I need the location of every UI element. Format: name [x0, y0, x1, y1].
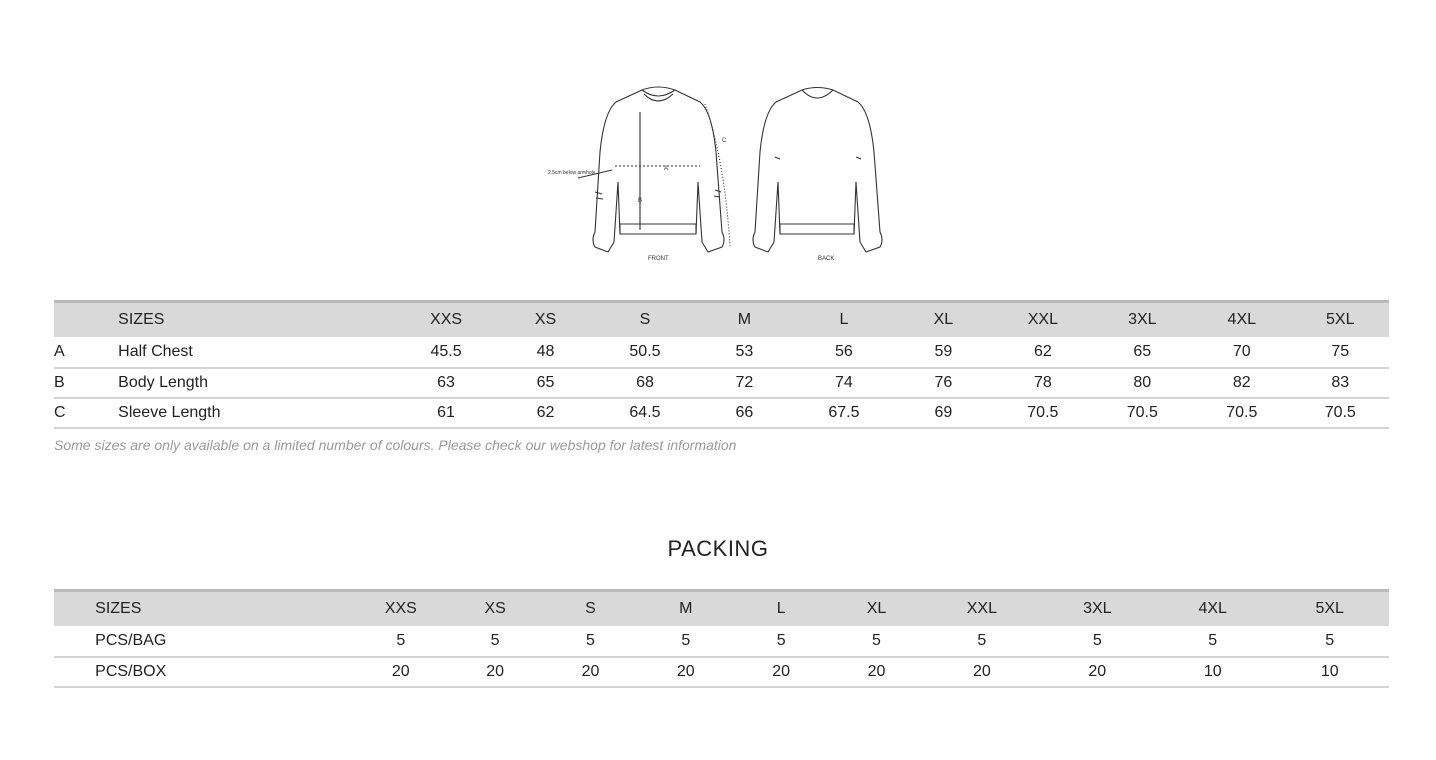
packing-value: 20 — [829, 657, 924, 687]
armhole-annotation: 2.5cm below armhole — [548, 170, 596, 176]
measure-value: 62 — [993, 337, 1092, 368]
packing-value: 5 — [447, 626, 542, 657]
measure-code: C — [54, 398, 118, 428]
measure-value: 69 — [894, 398, 993, 428]
packing-value: 20 — [733, 657, 828, 687]
table-row — [54, 368, 1389, 398]
row-spacer-cell — [54, 626, 95, 657]
packing-value: 5 — [354, 626, 447, 657]
size-col-header: M — [638, 591, 733, 627]
size-col-header: XS — [496, 302, 595, 338]
packing-value: 5 — [1040, 626, 1155, 657]
measure-value: 66 — [695, 398, 794, 428]
size-col-header: 4XL — [1192, 302, 1291, 338]
measure-value: 78 — [993, 368, 1092, 398]
size-col-header: XXL — [924, 591, 1039, 627]
size-col-header: XXL — [993, 302, 1092, 338]
packing-value: 10 — [1155, 657, 1270, 687]
packing-value: 20 — [924, 657, 1039, 687]
size-col-header: M — [695, 302, 794, 338]
packing-value: 5 — [1155, 626, 1270, 657]
header-spacer-cell — [54, 591, 95, 627]
size-col-header: L — [794, 302, 893, 338]
measure-value: 59 — [894, 337, 993, 368]
packing-title: PACKING — [667, 536, 769, 561]
measure-a-label: A — [664, 166, 669, 172]
measure-value: 80 — [1093, 368, 1192, 398]
measure-value: 72 — [695, 368, 794, 398]
packing-value: 5 — [543, 626, 638, 657]
packing-value: 20 — [543, 657, 638, 687]
size-col-header: 3XL — [1093, 302, 1192, 338]
measure-value: 64.5 — [595, 398, 694, 428]
packing-value: 5 — [638, 626, 733, 657]
back-view-drawing — [753, 88, 882, 253]
size-col-header: XL — [894, 302, 993, 338]
table-row — [54, 626, 1389, 657]
size-col-header: S — [595, 302, 694, 338]
packing-header-row — [54, 591, 1389, 627]
packing-value: 20 — [1040, 657, 1155, 687]
size-col-header: 5XL — [1270, 591, 1389, 627]
packing-value: 20 — [354, 657, 447, 687]
measure-value: 70.5 — [993, 398, 1092, 428]
measure-value: 56 — [794, 337, 893, 368]
packing-value: 20 — [447, 657, 542, 687]
measure-value: 48 — [496, 337, 595, 368]
packing-value: 5 — [1270, 626, 1389, 657]
packing-row-name: PCS/BOX — [95, 657, 354, 687]
measure-name: Body Length — [118, 368, 396, 398]
size-col-header: XS — [447, 591, 542, 627]
measure-value: 62 — [496, 398, 595, 428]
measure-c-label: C — [722, 138, 727, 144]
measure-value: 76 — [894, 368, 993, 398]
size-col-header: XXS — [396, 302, 495, 338]
packing-value: 5 — [924, 626, 1039, 657]
measure-value: 63 — [396, 368, 495, 398]
measure-name: Sleeve Length — [118, 398, 396, 428]
measure-value: 70.5 — [1292, 398, 1389, 428]
packing-value: 5 — [733, 626, 828, 657]
back-label: BACK — [818, 256, 835, 262]
table-row — [54, 657, 1389, 687]
measure-value: 74 — [794, 368, 893, 398]
packing-sizes-header-label: SIZES — [95, 591, 354, 627]
size-col-header: 5XL — [1292, 302, 1389, 338]
measure-value: 65 — [1093, 337, 1192, 368]
measure-value: 53 — [695, 337, 794, 368]
measure-value: 70.5 — [1093, 398, 1192, 428]
measure-value: 68 — [595, 368, 694, 398]
sizes-header-label: SIZES — [118, 302, 396, 338]
availability-note: Some sizes are only available on a limited number of colours. Please check our webshop for latest information — [54, 437, 737, 453]
size-col-header: 3XL — [1040, 591, 1155, 627]
table-row — [54, 337, 1389, 368]
measure-value: 75 — [1292, 337, 1389, 368]
measure-value: 65 — [496, 368, 595, 398]
packing-value: 20 — [638, 657, 733, 687]
size-header-row — [54, 302, 1389, 338]
size-col-header: XL — [829, 591, 924, 627]
packing-value: 10 — [1270, 657, 1389, 687]
packing-table — [54, 589, 1389, 688]
size-col-header: L — [733, 591, 828, 627]
front-view-drawing — [578, 87, 730, 252]
front-label: FRONT — [648, 256, 669, 262]
sweatshirt-technical-drawing — [540, 82, 910, 268]
size-col-header: S — [543, 591, 638, 627]
packing-row-name: PCS/BAG — [95, 626, 354, 657]
measure-code: A — [54, 337, 118, 368]
measure-value: 50.5 — [595, 337, 694, 368]
size-col-header: 4XL — [1155, 591, 1270, 627]
size-chart-table — [54, 300, 1389, 429]
row-spacer-cell — [54, 657, 95, 687]
measure-value: 82 — [1192, 368, 1291, 398]
measure-value: 70.5 — [1192, 398, 1291, 428]
measure-value: 83 — [1292, 368, 1389, 398]
measure-value: 61 — [396, 398, 495, 428]
packing-value: 5 — [829, 626, 924, 657]
measure-name: Half Chest — [118, 337, 396, 368]
size-col-header: XXS — [354, 591, 447, 627]
header-code-cell — [54, 302, 118, 338]
table-row — [54, 398, 1389, 428]
measure-b-label: B — [638, 198, 643, 204]
measure-value: 70 — [1192, 337, 1291, 368]
measure-code: B — [54, 368, 118, 398]
measure-value: 45.5 — [396, 337, 495, 368]
measure-value: 67.5 — [794, 398, 893, 428]
